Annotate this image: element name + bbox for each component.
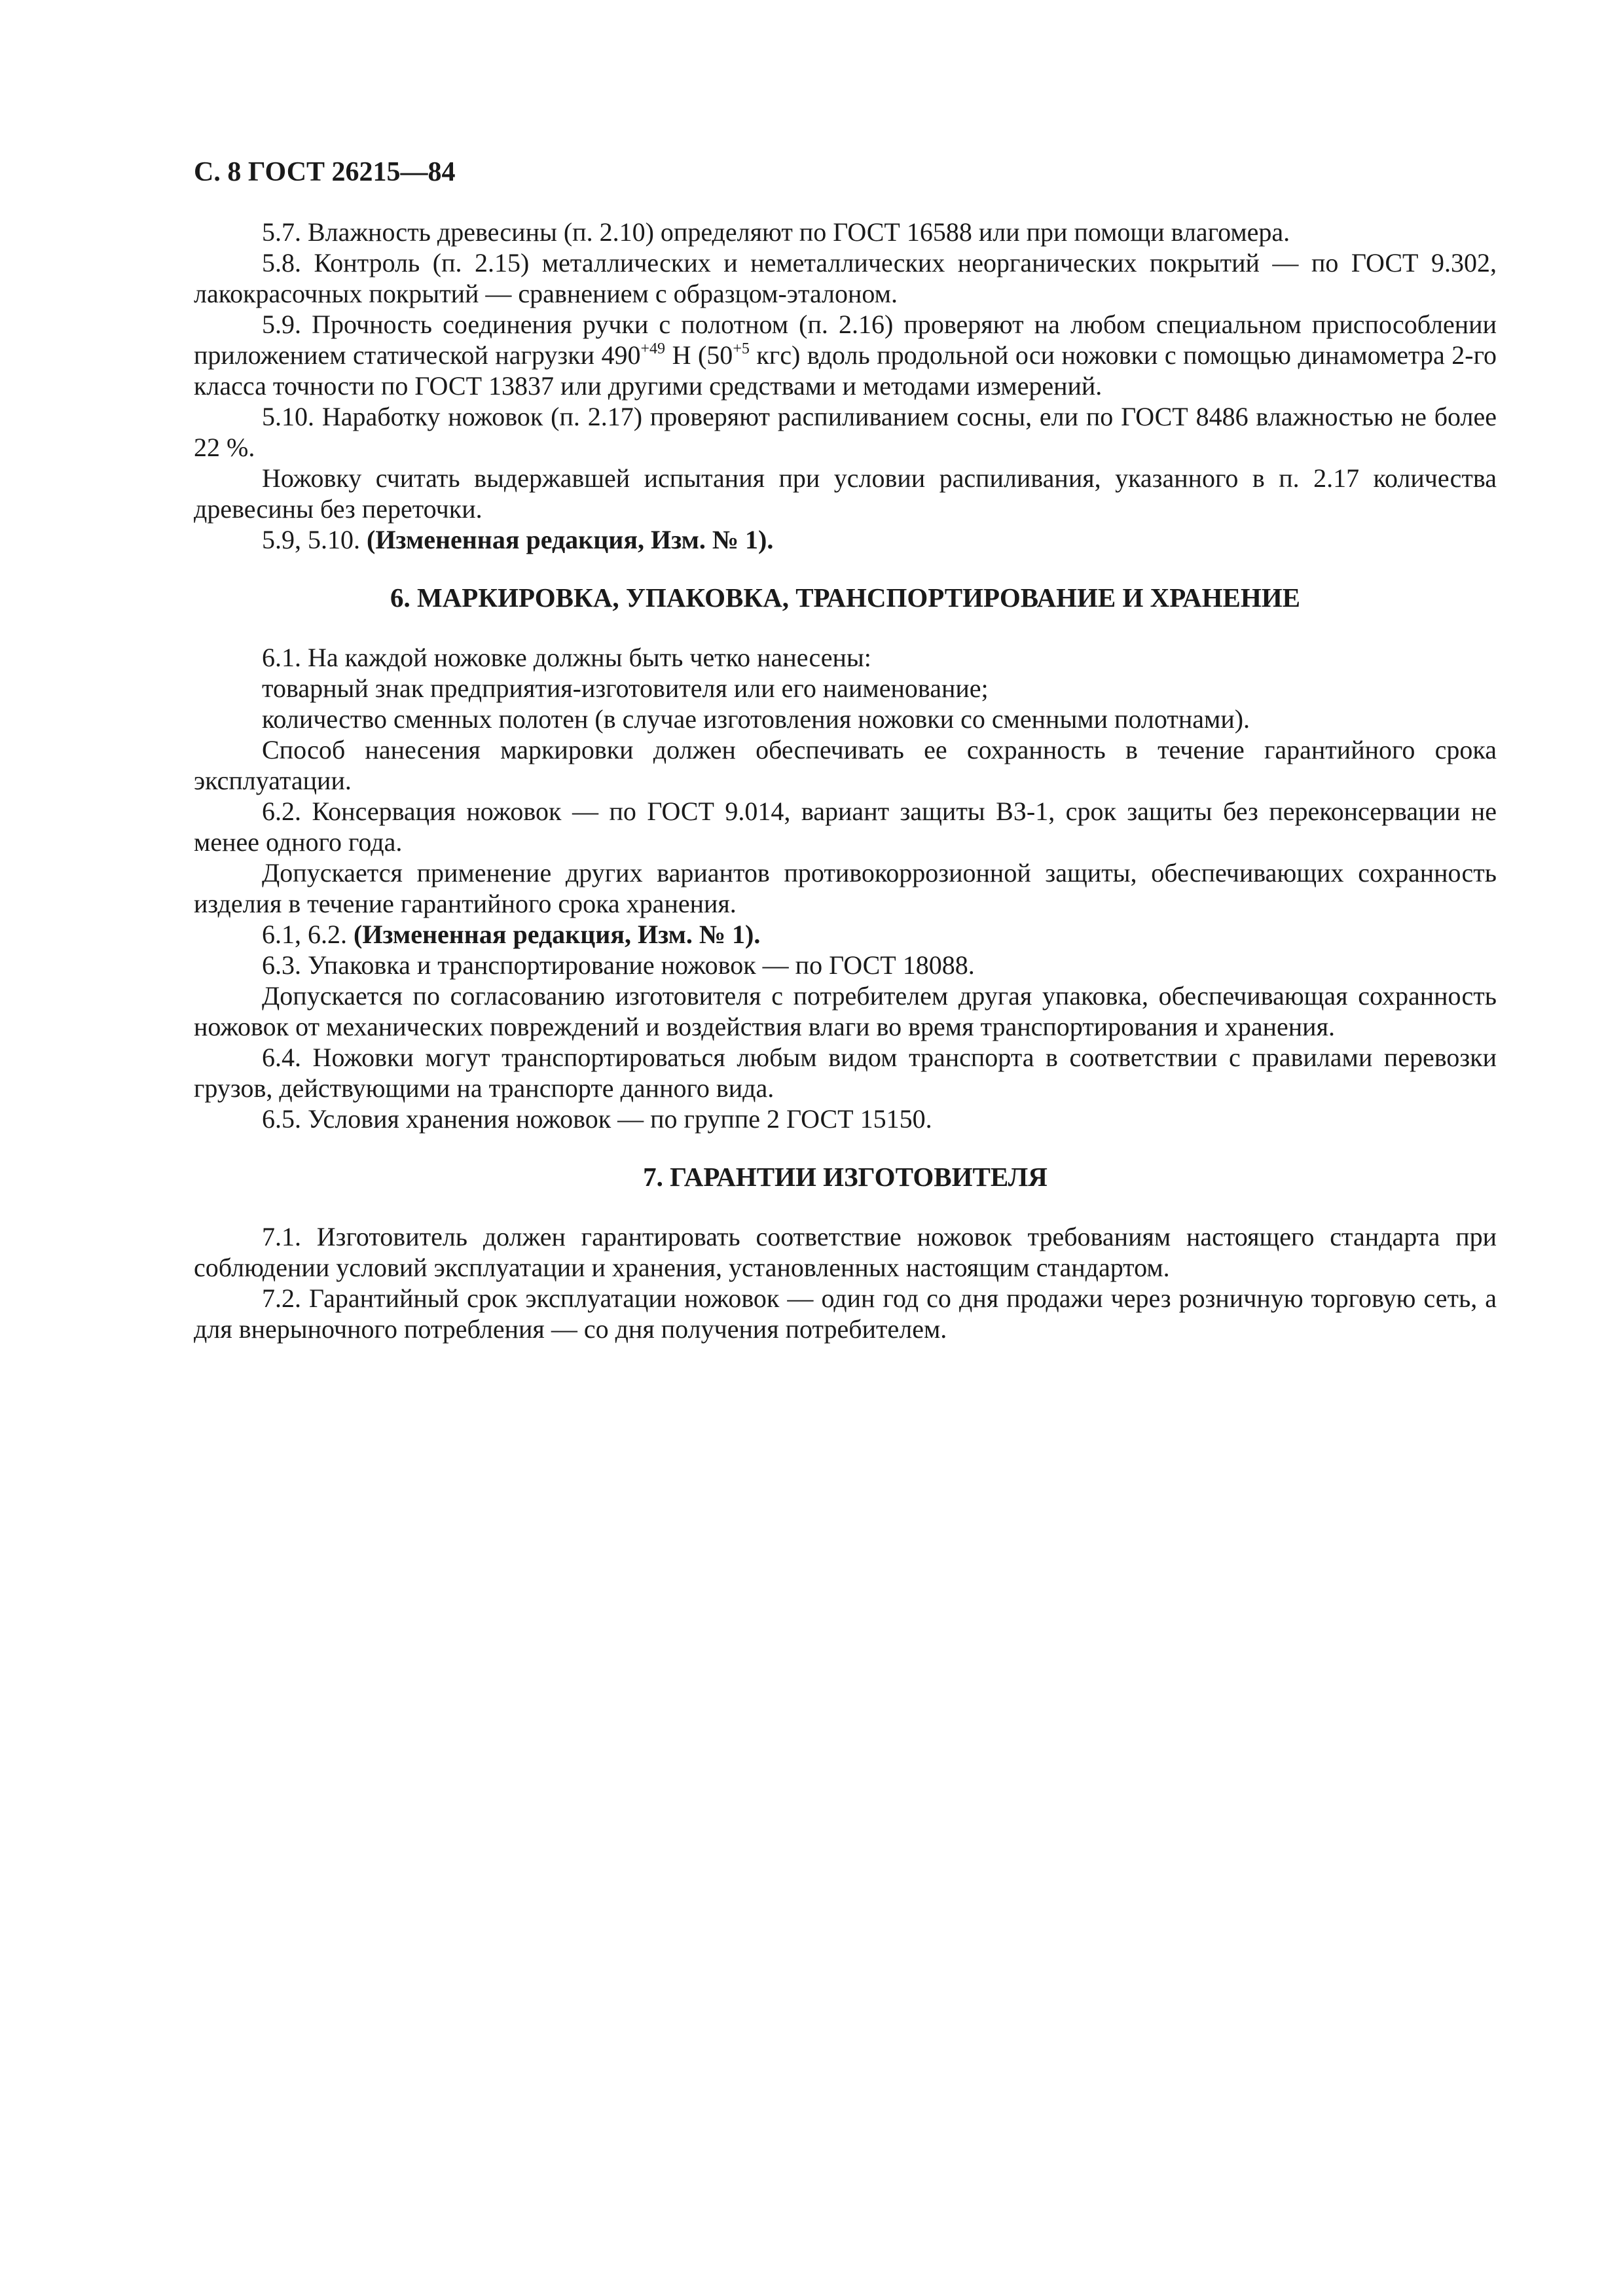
change-note-5-text: (Измененная редакция, Изм. № 1). xyxy=(367,525,774,554)
paragraph-5-7: 5.7. Влажность древесины (п. 2.10) определяют по ГОСТ 16588 или при помощи влагомера. xyxy=(262,217,1290,247)
superscript-tolerance-n: +49 xyxy=(640,340,666,357)
paragraph-6-4: 6.4. Ножовки могут транспортироваться любым видом транспорта в соответствии с правилами перевозки грузов, действующими на транспорте данного вида. xyxy=(194,1043,1497,1103)
paragraph-5-9-text-a: 5.9. Прочность соединения ручки с полотном (п. 2.16) проверяют на любом специальном приспособлении приложением статической нагрузки 490 xyxy=(194,310,1497,370)
paragraph-6-5: 6.5. Условия хранения ножовок — по группе 2 ГОСТ 15150. xyxy=(262,1104,932,1134)
paragraph-6-1-note: Способ нанесения маркировки должен обеспечивать ее сохранность в течение гарантийного срока эксплуатации. xyxy=(194,735,1497,795)
paragraph-6-3-note: Допускается по согласованию изготовителя с потребителем другая упаковка, обеспечивающая сохранность ножовок от механических повреждений и воздействия влаги во время транспортирования и хранения. xyxy=(194,981,1497,1041)
paragraph-6-1: 6.1. На каждой ножовке должны быть четко нанесены: xyxy=(262,643,871,672)
paragraph-6-1-item-a: товарный знак предприятия-изготовителя или его наименование; xyxy=(262,673,989,703)
document-page xyxy=(194,157,1497,1344)
paragraph-6-3: 6.3. Упаковка и транспортирование ножовок — по ГОСТ 18088. xyxy=(262,950,975,980)
page-header: С. 8 ГОСТ 26215—84 xyxy=(194,157,456,187)
change-note-5 xyxy=(194,524,1497,555)
superscript-tolerance-kgs: +5 xyxy=(733,340,750,357)
paragraph-5-10: 5.10. Наработку ножовок (п. 2.17) проверяют распиливанием сосны, ели по ГОСТ 8486 влажностью не более 22 %. xyxy=(194,402,1497,462)
change-note-6 xyxy=(194,919,1497,950)
paragraph-6-2-note: Допускается применение других вариантов противокоррозионной защиты, обеспечивающих сохранность изделия в течение гарантийного срока хранения. xyxy=(194,858,1497,918)
paragraph-5-9 xyxy=(194,309,1497,401)
paragraph-6-2: 6.2. Консервация ножовок — по ГОСТ 9.014, вариант защиты ВЗ-1, срок защиты без переконсервации не менее одного года. xyxy=(194,797,1497,857)
change-note-6-text: (Измененная редакция, Изм. № 1). xyxy=(354,920,761,949)
paragraph-7-2: 7.2. Гарантийный срок эксплуатации ножовок — один год со дня продажи через розничную торговую сеть, а для внерыночного потребления — со дня получения потребителем. xyxy=(194,1283,1497,1344)
paragraph-5-9-text-b: Н (50 xyxy=(665,340,733,370)
paragraph-5-10-note: Ножовку считать выдержавшей испытания при условии распиливания, указанного в п. 2.17 количества древесины без переточки. xyxy=(194,463,1497,524)
paragraph-5-8: 5.8. Контроль (п. 2.15) металлических и неметаллических неорганических покрытий — по ГОСТ 9.302, лакокрасочных покрытий — сравнением с образцом-эталоном. xyxy=(194,248,1497,308)
change-note-6-numbers: 6.1, 6.2. xyxy=(262,920,347,949)
section-7-title: 7. ГАРАНТИИ ИЗГОТОВИТЕЛЯ xyxy=(643,1162,1048,1192)
change-note-5-numbers: 5.9, 5.10. xyxy=(262,525,360,554)
section-6-title: 6. МАРКИРОВКА, УПАКОВКА, ТРАНСПОРТИРОВАНИЕ И ХРАНЕНИЕ xyxy=(390,583,1301,613)
paragraph-5-9-text-c: кгс) вдоль продольной оси ножовки с помощью динамометра 2-го класса точности по ГОСТ 13837 или другими средствами и методами измерений. xyxy=(194,340,1497,401)
paragraph-7-1: 7.1. Изготовитель должен гарантировать соответствие ножовок требованиям настоящего стандарта при соблюдении условий эксплуатации и хранения, установленных настоящим стандартом. xyxy=(194,1222,1497,1282)
paragraph-6-1-item-b: количество сменных полотен (в случае изготовления ножовки со сменными полотнами). xyxy=(262,704,1250,734)
